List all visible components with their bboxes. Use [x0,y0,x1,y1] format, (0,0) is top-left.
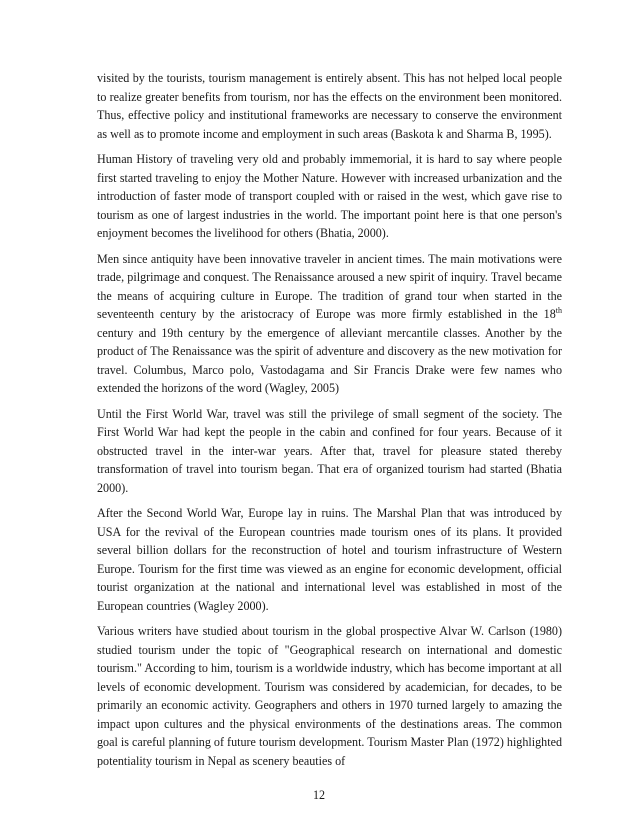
paragraph-2: Human History of traveling very old and probably immemorial, it is hard to say where people first started traveling to enjoy the Mother Nature. However with increased urbanization and the introduction of faster mode of transport coupled with or raised in the west, which gave rise to tourism as one of largest industries in the world. The important point here is that one person's enjoyment becomes the livelihood for others (Bhatia, 2000). [97,152,562,240]
paragraph-4: Until the First World War, travel was still the privilege of small segment of the society. The First World War had kept the people in the cabin and confined for four years. Because of it obstructed travel in the inter-war years. After that, travel for pleasure stated thereby transformation of travel into tourism began. That era of organized tourism had started (Bhatia 2000). [97,406,562,495]
paragraph-6: Various writers have studied about tourism in the global prospective Alvar W. Carlson (1980) studied tourism under the topic of "Geographical research on international and domestic tourism." According to him, tourism is a worldwide industry, which has become important at all levels of economic development. Tourism was considered by academician, for decades, to be primarily an economic activity. Geographers and others in 1970 turned largely to amazing the impact upon cultures and the physical environments of the destinations areas. The common goal is careful planning of future tourism development. Tourism Master Plan (1972) highlighted potentiality tourism in Nepal as scenery beauties of [97,624,562,768]
page-number: 12 [312,788,326,802]
paragraph-3-text-before: Men since antiquity have been innovative traveler in ancient times. The main motivations were trade, pilgrimage and conquest. The Renaissance aroused a new spirit of inquiry. Travel became the means of acquiring culture in Europe. The tradition of grand tour when started in the seventeenth century by the aristocracy of Europe was more firmly established in the 18 [97,251,562,321]
page-body [97,69,562,777]
ordinal-superscript: th [555,305,562,315]
paragraph-1: visited by the tourists, tourism management is entirely absent. This has not helped local people to realize greater benefits from tourism, nor has the effects on the environment been monitored. Thus, effective policy and institutional frameworks are necessary to conserve the environment as well as to promote income and employment in such areas (Baskota k and Sharma B, 1995). [97,71,562,141]
paragraph-3-text-after: century and 19th century by the emergence of alleviant mercantile classes. Another by the product of The Renaissance was the spirit of adventure and discovery as the new motivation for travel. Columbus, Marco polo, Vastodagama and Sir Francis Drake were few names who extended the horizons of the word (Wagley, 2005) [97,325,562,395]
paragraph-3 [97,250,562,398]
paragraph-5: After the Second World War, Europe lay in ruins. The Marshal Plan that was introduced by USA for the revival of the European countries made tourism ones of its plans. It provided several billion dollars for the reconstruction of hotel and tourism infrastructure of Western Europe. Tourism for the first time was viewed as an engine for economic development, official tourist organization at the national and international level was established in most of the European countries (Wagley 2000). [97,506,562,613]
